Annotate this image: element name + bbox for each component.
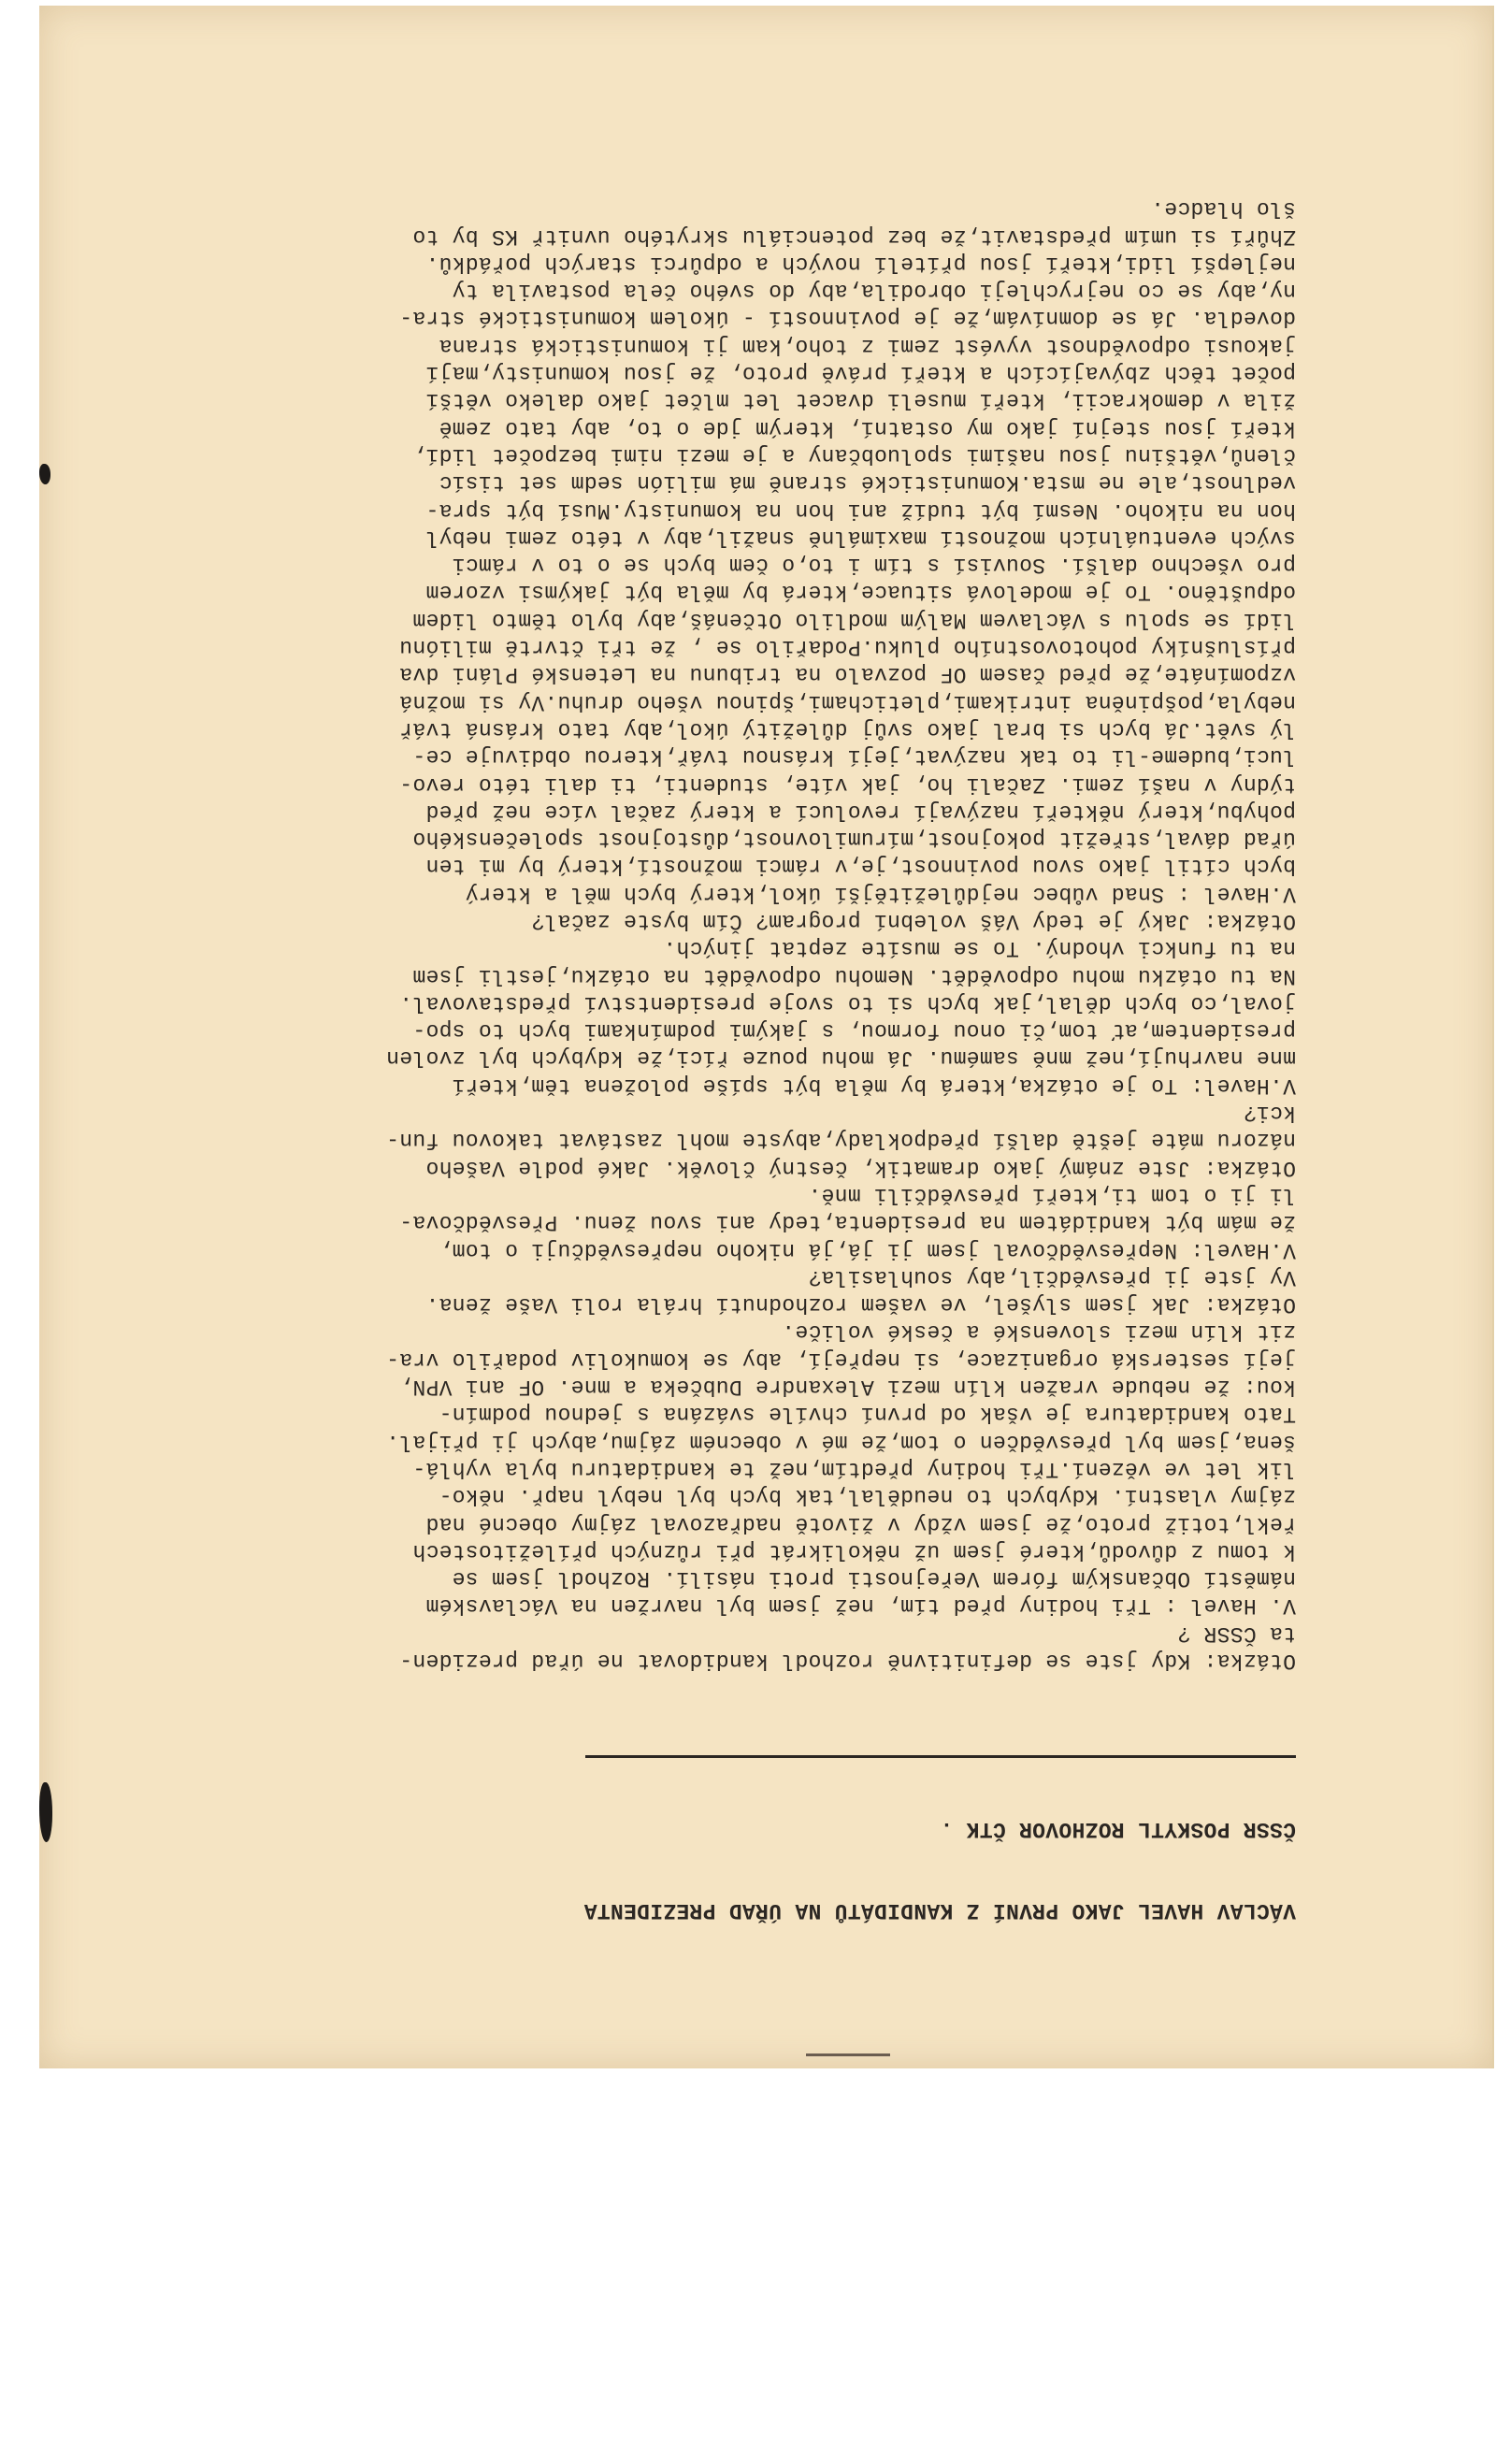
document-line: ta ČSSR ? — [1177, 1621, 1296, 1646]
flipped-document — [39, 6, 1492, 2068]
title-underline — [585, 1755, 1296, 1758]
document-line: týdny v naší zemi. Začali ho, jak víte, studenti, ti dali této revo- — [399, 771, 1296, 797]
document-line: Otázka: Kdy jste se definitivně rozhodl kandidovat ne úřad preziden- — [399, 1649, 1296, 1674]
document-line: odpuštěno. To je modelová situace,která by měla být jakýmsi vzorem — [425, 580, 1296, 605]
document-line: lidí se spolu s Václavem Malým modlilo Otčenáš,aby bylo těmto lidem — [412, 607, 1296, 632]
ink-smudge — [39, 1782, 52, 1842]
document-line: bych cítil jako svou povinnost,je,v rámci možností,který by mi ten — [425, 854, 1296, 879]
document-line: zájmy vlastní. Kdybych to neudělal,tak bych byl nebyl např. něko- — [439, 1484, 1296, 1509]
document-line: na tu funkci vhodný. To se musíte zeptat jiných. — [663, 936, 1296, 961]
document-body — [211, 195, 1296, 1674]
document-line: V.Havel: To je otázka,která by měla být spíše položena těm,kteří — [452, 1073, 1296, 1098]
document-line: zit klín mezi slovenské a české voliče. — [782, 1319, 1296, 1345]
document-line: lik let ve vězení.Tři hodiny předtím,než te kandidaturu byla vyhlá- — [412, 1456, 1296, 1481]
document-line: vedlnost,ale ne msta.Komunistické straně má milión sedm set tisíc — [439, 470, 1296, 496]
document-line: kteří jsou stejní jako my ostatní, kterým jde o to, aby tato země — [439, 415, 1296, 440]
document-line: k tomu z důvodů,které jsem už několikrát při různých příležitostech — [412, 1538, 1296, 1563]
document-line: V. Havel : Tři hodiny před tím, než jsem byl navržen na Václavském — [425, 1593, 1296, 1619]
document-line: její sesterská organizace, si nepřejí, aby se komukoliv podařilo vra- — [385, 1347, 1296, 1372]
document-line: luci,budeme-li to tak nazývat,její krásnou tvář,kterou obdivuje ce- — [412, 744, 1296, 770]
document-line: kou: že nebude vražen klín mezi Alexandre Dubčeka a mne. OF ani VPN, — [399, 1375, 1296, 1400]
document-line: názoru máte ještě další předpoklady,abyste mohl zastávat takovou fun- — [385, 1128, 1296, 1153]
document-line: V.Havel : Snad vůbec nejdůležitější úkol,který bych měl a který — [465, 881, 1296, 906]
document-line: Tato kandidatura je však od první chvíle svázána s jednou podmín- — [439, 1402, 1296, 1427]
document-line: Otázka: Jaký je tedy Váš volební program? Čím byste začal? — [531, 909, 1296, 934]
document-line: příslušníky pohotovostního pluku.Podařilo se , že tři čtvrtě miliónu — [399, 635, 1296, 660]
typewritten-text — [211, 139, 1296, 1979]
document-line: členů,většinu jsou našimi spoluobčany a je mezi nimi bezpočet lidí, — [412, 442, 1296, 468]
document-line: joval,co bych dělal,jak bych si to svoje presidentství představoval. — [399, 990, 1296, 1016]
document-title-line-2: ČSSR POSKYTL ROZHOVOR ČTK . — [940, 1816, 1296, 1841]
paper-sheet — [39, 6, 1494, 2068]
document-line: nebyla,pošpiněna intrikami,pletichami,špinou všeho druhu.Vy si možná — [399, 689, 1296, 714]
document-title-line-1: VÁCLAV HAVEL JAKO PRVNÍ Z KANDIDÁTŮ NA ÚŘAD PREZIDENTA — [583, 1898, 1296, 1924]
document-line: Na tu otázku mohu odpovědět. Nemohu odpovědět na otázku,jestli jsem — [412, 963, 1296, 988]
document-line: lý svět.Já bych si bral jako svůj důležitý úkol,aby tato krásná tvář — [399, 716, 1296, 742]
document-line: pro všechno další. Souvisí s tím i to,o čem bych se o to v rámci — [452, 553, 1296, 578]
document-line: Otázka: Jak jsem slyšel, ve vašem rozhodnutí hrála roli Vaše žena. — [425, 1292, 1296, 1318]
document-line: řekl,totiž proto,že jsem vždy v životě nadřazoval zájmy obecné nad — [425, 1511, 1296, 1536]
document-line: ny,aby se co nejrychleji obrodila,aby do svého čela postavila ty — [452, 279, 1296, 304]
document-line: mne navrhují,než mně samému. Já mohu pouze říci,že kdybych byl zvolen — [385, 1045, 1296, 1071]
document-line: žila v demokracii, kteří museli dvacet let mlčet jako daleko větší — [425, 388, 1296, 413]
document-line: svých eventuálních možností maximálně snažil,aby v této zemi nebyl — [425, 525, 1296, 550]
document-line: Vy jste ji přesvědčil,aby souhlasila? — [808, 1264, 1296, 1290]
document-line: Otázka: Jste známý jako dramatik, čestný člověk. Jaké podle Vašeho — [425, 1155, 1296, 1180]
document-line: li ji o tom ti,kteří přesvědčili mně. — [808, 1182, 1296, 1207]
document-line: nejlepší lidi,kteří jsou přítelí nových a odpůrci starých pořádků. — [425, 251, 1296, 276]
document-line: šena,jsem byl přesvědčen o tom,že mé v obecném zájmu,abych ji přijal. — [385, 1429, 1296, 1454]
document-line: V.Havel: Nepřesvědčoval jsem ji já,já nikoho nepřesvědčuji o tom, — [439, 1237, 1296, 1262]
document-line: Zhůří si umím představit,že bez potenciálu skrytého uvnitř KS by to — [412, 223, 1296, 249]
document-line: dovedla. Já se domnívám,že je povinností - úkolem komunistické stra- — [399, 306, 1296, 331]
document-line: šlo hladce. — [1150, 196, 1296, 222]
document-line: kci? — [1243, 1101, 1296, 1126]
document-line: úřad dával,střežit pokojnost,mírumilovnost,důstojnost společenského — [412, 827, 1296, 852]
document-line: náměstí Občanským fórem Veřejnosti proti násilí. Rozhodl jsem se — [452, 1566, 1296, 1592]
document-line: počet těch zbývajících a kteří právě proto, že jsou komunisty,mají — [425, 361, 1296, 386]
document-line: hon na nikoho. Nesmí být tudíž ani hon na komunisty.Musí být spra- — [425, 497, 1296, 523]
document-line: pohybu,který někteří nazývají revolucí a který začal více než před — [425, 799, 1296, 824]
ink-smudge — [39, 464, 50, 484]
document-line: presidentem,ať tom,či onou formou, s jakými podmínkami bych to spo- — [412, 1018, 1296, 1044]
document-line: jakousi odpovědnost vyvést zemi z toho,kam ji komunistická strana — [439, 333, 1296, 358]
document-line: že mám být kandidátem na presidenta,tedy ani svou ženu. Přesvědčova- — [399, 1210, 1296, 1235]
paper-edge-mark — [806, 2053, 890, 2056]
document-line: vzpomínáte,že před časem OF pozvalo na tribunu na Letenské Pláni dva — [399, 662, 1296, 687]
